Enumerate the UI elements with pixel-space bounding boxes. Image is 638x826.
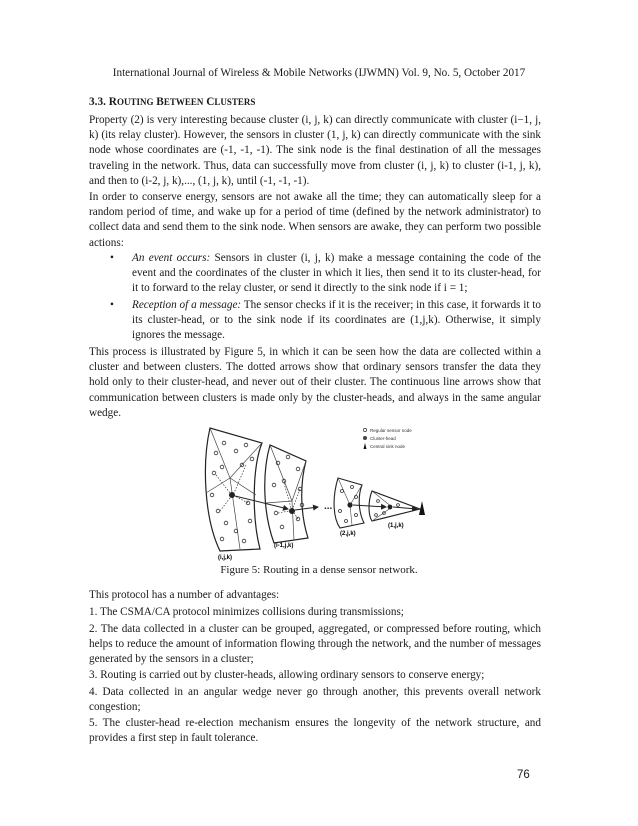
- bullet-reception: [112, 298, 541, 344]
- paragraph-4: This protocol has a number of advantages:: [89, 589, 280, 601]
- figure-routing-diagram: [200, 423, 440, 561]
- paragraph-3: This process is illustrated by Figure 5, in which it can be seen how the data are collected within a cluster and between clusters. The dotted arrows show that ordinary sensors transfer the data they hold only to their cluster-head, and never out of their cluster. The continuous line arrows show that communication between clusters is made only by the cluster-heads, and always in the same angular wedge.: [89, 346, 541, 419]
- bullet-lead: Reception of a message:: [132, 299, 242, 311]
- paragraph-1: Property (2) is very interesting because cluster (i, j, k) can directly communicate with cluster (i−1, j, k) (its relay cluster). However, the sensors in cluster (1, j, k) can directly communicate with the sink node whose coordinates are (-1, -1, -1). The sink node is the final destination of all the messages traveling in the network. Thus, data can successfully move from cluster (i, j, k) to cluster (i-1, j, k), and then to (i-2, j, k),..., (1, j, k), until (-1, -1, -1).: [89, 114, 541, 187]
- legend-sink: Central sink node: [370, 444, 406, 449]
- bullet-dot: •: [110, 299, 114, 311]
- bullet-dot: •: [110, 252, 114, 264]
- label-cluster-i1jk: (i-1,j,k): [274, 543, 294, 549]
- ellipsis: ...: [324, 501, 333, 512]
- bullet-text: The sensor checks if it is the receiver; in this case, it forwards it to its cluster-head, or to the sink node if its coordinates are (1,j,k). Otherwise, it simply ignores the message.: [132, 299, 541, 342]
- list-item: 4. Data collected in an angular wedge never go through another, this prevents overall network congestion;: [89, 686, 541, 714]
- cluster-shape: [205, 428, 262, 551]
- cluster-shape: [265, 445, 308, 543]
- paragraph-2: In order to conserve energy, sensors are not awake all the time; they can automatically sleep for a random period of time, and wake up for a period of time (defined by the network administrator) to collect data and send them to the sink node. When sensors are awake, they can perform two possible actions:: [89, 191, 541, 249]
- label-cluster-2jk: (2,j,k): [340, 531, 356, 537]
- label-cluster-ijk: (i,j,k): [218, 555, 233, 561]
- legend-sink-icon: [364, 443, 367, 449]
- dotted-arrows: [216, 465, 300, 519]
- legend-cluster-head: Cluster-head: [370, 436, 396, 441]
- sink-node-icon: [419, 501, 425, 515]
- cluster-head-nodes: [229, 492, 392, 514]
- page-number: 76: [517, 769, 530, 781]
- figure-caption: Figure 5: Routing in a dense sensor network.: [220, 564, 418, 576]
- label-cluster-1jk: (1,j,k): [388, 523, 404, 529]
- bullet-text: Sensors in cluster (i, j, k) make a message containing the code of the event and the coordinates of the cluster in which it lies, then send it to its cluster-head, for it to forward to the relay cluster, or send it directly to the sink node if i = 1;: [132, 252, 542, 295]
- bullet-lead: An event occurs:: [132, 252, 211, 264]
- section-heading: 3.3. ROUTING BETWEEN CLUSTERS: [89, 96, 256, 108]
- legend-regular-icon: [363, 428, 366, 431]
- legend-regular: Regular sensor node: [370, 428, 412, 433]
- list-item: 2. The data collected in a cluster can be grouped, aggregated, or compressed before routing, which helps to reduce the amount of information flowing through the network, and the number of messages generated by the sensors in a cluster;: [89, 623, 541, 666]
- list-item: 5. The cluster-head re-election mechanism ensures the longevity of the network structure, and provides a first step in fault tolerance.: [89, 717, 541, 745]
- list-item: 1. The CSMA/CA protocol minimizes collisions during transmissions;: [89, 606, 404, 618]
- bullet-event: [112, 251, 541, 297]
- list-item: 3. Routing is carried out by cluster-heads, allowing ordinary sensors to conserve energy;: [89, 669, 485, 681]
- running-header: International Journal of Wireless & Mobile Networks (IJWMN) Vol. 9, No. 5, October 2017: [112, 67, 526, 79]
- legend-cluster-head-icon: [363, 436, 367, 440]
